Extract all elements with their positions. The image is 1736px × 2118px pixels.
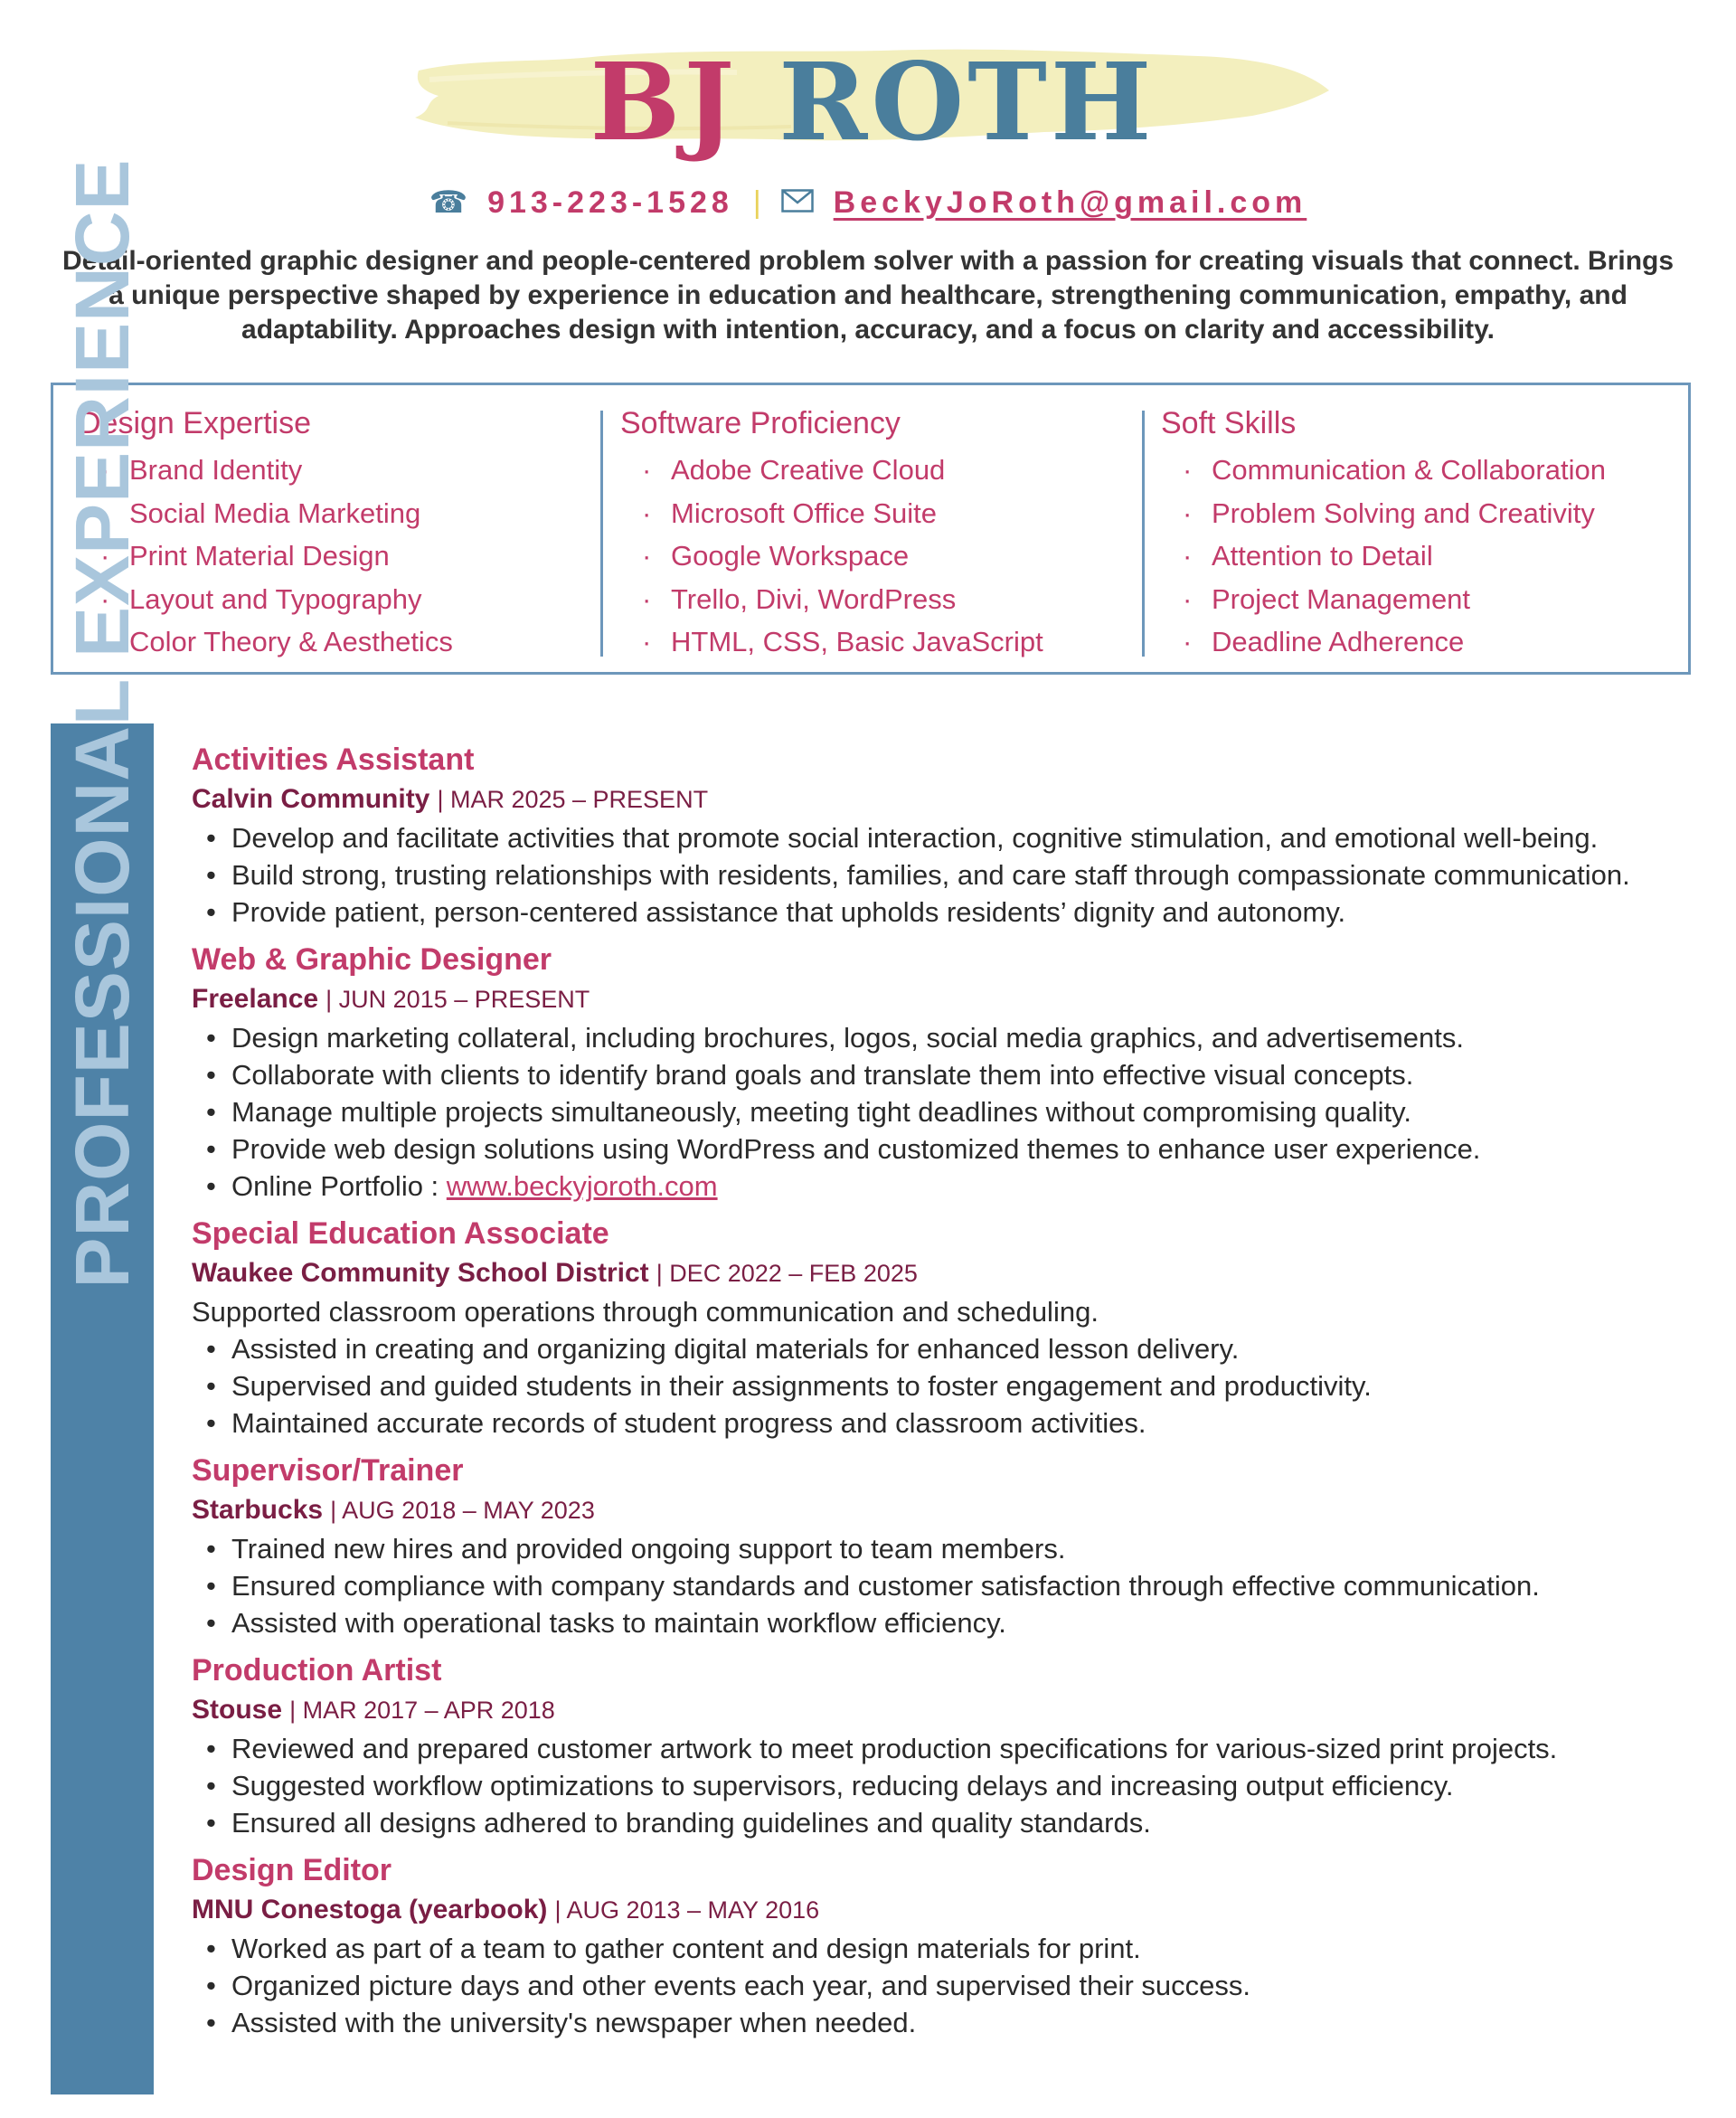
skills-column-software xyxy=(620,405,1127,664)
phone-icon: ☎ xyxy=(429,185,468,220)
job-meta xyxy=(192,1890,1711,1930)
skill-item: · HTML, CSS, Basic JavaScript xyxy=(620,620,1127,664)
job-bullet: • Ensured all designs adhered to branding guidelines and quality standards. xyxy=(192,1804,1711,1841)
job-meta xyxy=(192,1253,1711,1293)
job-bullet: • Supervised and guided students in their assignments to foster engagement and productivity. xyxy=(192,1367,1711,1404)
job-bullet: • Maintained accurate records of student progress and classroom activities. xyxy=(192,1404,1711,1442)
job-dates: | MAR 2025 – PRESENT xyxy=(437,786,709,813)
skill-item: · Communication & Collaboration xyxy=(1161,449,1667,492)
first-name: BJ xyxy=(590,39,739,165)
job-dates: | AUG 2018 – MAY 2023 xyxy=(330,1497,595,1524)
job-title: Design Editor xyxy=(192,1853,392,1887)
job-title: Web & Graphic Designer xyxy=(192,942,552,977)
job-company: Calvin Community xyxy=(192,784,430,814)
job-company: Starbucks xyxy=(192,1495,324,1525)
job-dates: | MAR 2017 – APR 2018 xyxy=(289,1697,555,1724)
job-bullet: • Reviewed and prepared customer artwork to meet production specifications for various-sized print projects. xyxy=(192,1730,1711,1767)
skill-item: · Brand Identity xyxy=(79,449,585,492)
skill-item: · Problem Solving and Creativity xyxy=(1161,492,1667,535)
job-meta xyxy=(192,979,1711,1019)
job-bullet: • Assisted with operational tasks to maintain workflow efficiency. xyxy=(192,1604,1711,1641)
portfolio-link[interactable]: www.beckyjoroth.com xyxy=(446,1170,718,1202)
name-banner xyxy=(411,39,1334,165)
job-company: Stouse xyxy=(192,1695,283,1725)
email-link[interactable]: BeckyJoRoth@gmail.com xyxy=(833,184,1307,220)
job-company: Freelance xyxy=(192,984,319,1014)
skill-item: · Layout and Typography xyxy=(79,578,585,621)
skills-heading: Soft Skills xyxy=(1161,406,1297,440)
job-meta xyxy=(192,1690,1711,1730)
skill-item: · Trello, Divi, WordPress xyxy=(620,578,1127,621)
phone-number[interactable]: 913-223-1528 xyxy=(487,184,733,220)
job-bullet: • Suggested workflow optimizations to supervisors, reducing delays and increasing output efficiency. xyxy=(192,1767,1711,1804)
job-company: MNU Conestoga (yearbook) xyxy=(192,1895,548,1924)
job-entry xyxy=(192,1451,1711,1641)
skill-item: · Microsoft Office Suite xyxy=(620,492,1127,535)
job-bullet: • Worked as part of a team to gather content and design materials for print. xyxy=(192,1930,1711,1967)
job-dates: | DEC 2022 – FEB 2025 xyxy=(656,1260,918,1287)
job-entry xyxy=(192,940,1711,1205)
skills-column-design xyxy=(79,405,585,664)
job-title: Supervisor/Trainer xyxy=(192,1453,464,1488)
job-bullet: • Collaborate with clients to identify brand goals and translate them into effective visual concepts. xyxy=(192,1056,1711,1093)
job-bullet: • Build strong, trusting relationships with residents, families, and care staff through compassionate communication. xyxy=(192,856,1711,894)
skills-heading: Software Proficiency xyxy=(620,406,901,440)
job-title: Production Artist xyxy=(192,1653,442,1688)
skill-item: · Print Material Design xyxy=(79,534,585,578)
job-bullet: • Manage multiple projects simultaneously, meeting tight deadlines without compromising quality. xyxy=(192,1093,1711,1130)
job-bullet: • Develop and facilitate activities that promote social interaction, cognitive stimulation, and emotional well-being. xyxy=(192,819,1711,856)
job-bullet: • Assisted in creating and organizing digital materials for enhanced lesson delivery. xyxy=(192,1330,1711,1367)
column-divider xyxy=(600,411,603,657)
job-title: Activities Assistant xyxy=(192,742,475,777)
contact-line xyxy=(0,181,1736,224)
job-bullet: • Trained new hires and provided ongoing support to team members. xyxy=(192,1530,1711,1567)
job-entry xyxy=(192,1850,1711,2041)
portfolio-label: Online Portfolio : xyxy=(231,1170,447,1202)
candidate-name xyxy=(411,39,1334,165)
job-entry xyxy=(192,1650,1711,1841)
skill-item: · Deadline Adherence xyxy=(1161,620,1667,664)
skill-item: · Project Management xyxy=(1161,578,1667,621)
skill-item: · Google Workspace xyxy=(620,534,1127,578)
job-meta xyxy=(192,1490,1711,1530)
job-bullet: • Provide patient, person-centered assistance that upholds residents’ dignity and autonomy. xyxy=(192,894,1711,931)
experience-section-label: PROFESSIONAL EXPERIENCE xyxy=(60,158,145,1289)
job-bullet: • Design marketing collateral, including brochures, logos, social media graphics, and advertisements. xyxy=(192,1019,1711,1056)
job-title: Special Education Associate xyxy=(192,1216,609,1251)
job-entry xyxy=(192,740,1711,931)
job-company: Waukee Community School District xyxy=(192,1258,649,1288)
skills-heading: Design Expertise xyxy=(79,406,312,440)
job-intro: Supported classroom operations through communication and scheduling. xyxy=(192,1296,1099,1328)
skill-item: · Color Theory & Aesthetics xyxy=(79,620,585,664)
job-bullet: • Provide web design solutions using WordPress and customized themes to enhance user experience. xyxy=(192,1130,1711,1168)
job-entry xyxy=(192,1214,1711,1442)
skill-item: · Attention to Detail xyxy=(1161,534,1667,578)
contact-separator: | xyxy=(752,184,761,220)
skill-item: · Adobe Creative Cloud xyxy=(620,449,1127,492)
job-bullet: • Ensured compliance with company standards and customer satisfaction through effective communication. xyxy=(192,1567,1711,1604)
experience-list xyxy=(192,740,1711,2050)
job-bullet: • Assisted with the university's newspaper when needed. xyxy=(192,2004,1711,2041)
job-meta xyxy=(192,780,1711,819)
column-divider xyxy=(1142,411,1145,657)
skill-item: · Social Media Marketing xyxy=(79,492,585,535)
skills-column-soft xyxy=(1161,405,1667,664)
job-bullet: • Organized picture days and other events each year, and supervised their success. xyxy=(192,1967,1711,2004)
last-name: ROTH xyxy=(778,39,1156,165)
skills-box xyxy=(51,383,1691,675)
mail-icon xyxy=(781,185,814,221)
job-dates: | AUG 2013 – MAY 2016 xyxy=(554,1896,820,1924)
job-dates: | JUN 2015 – PRESENT xyxy=(326,986,590,1013)
profile-summary: Detail-oriented graphic designer and people-centered problem solver with a passion for creating visuals that connect. Brings a unique perspective shaped by experience in education and healthcare, strengthening communication, empathy, and adaptability. Approaches design with intention, accuracy, and a focus on clarity and accessibility. xyxy=(61,246,1675,345)
portfolio-bullet xyxy=(192,1168,1711,1205)
